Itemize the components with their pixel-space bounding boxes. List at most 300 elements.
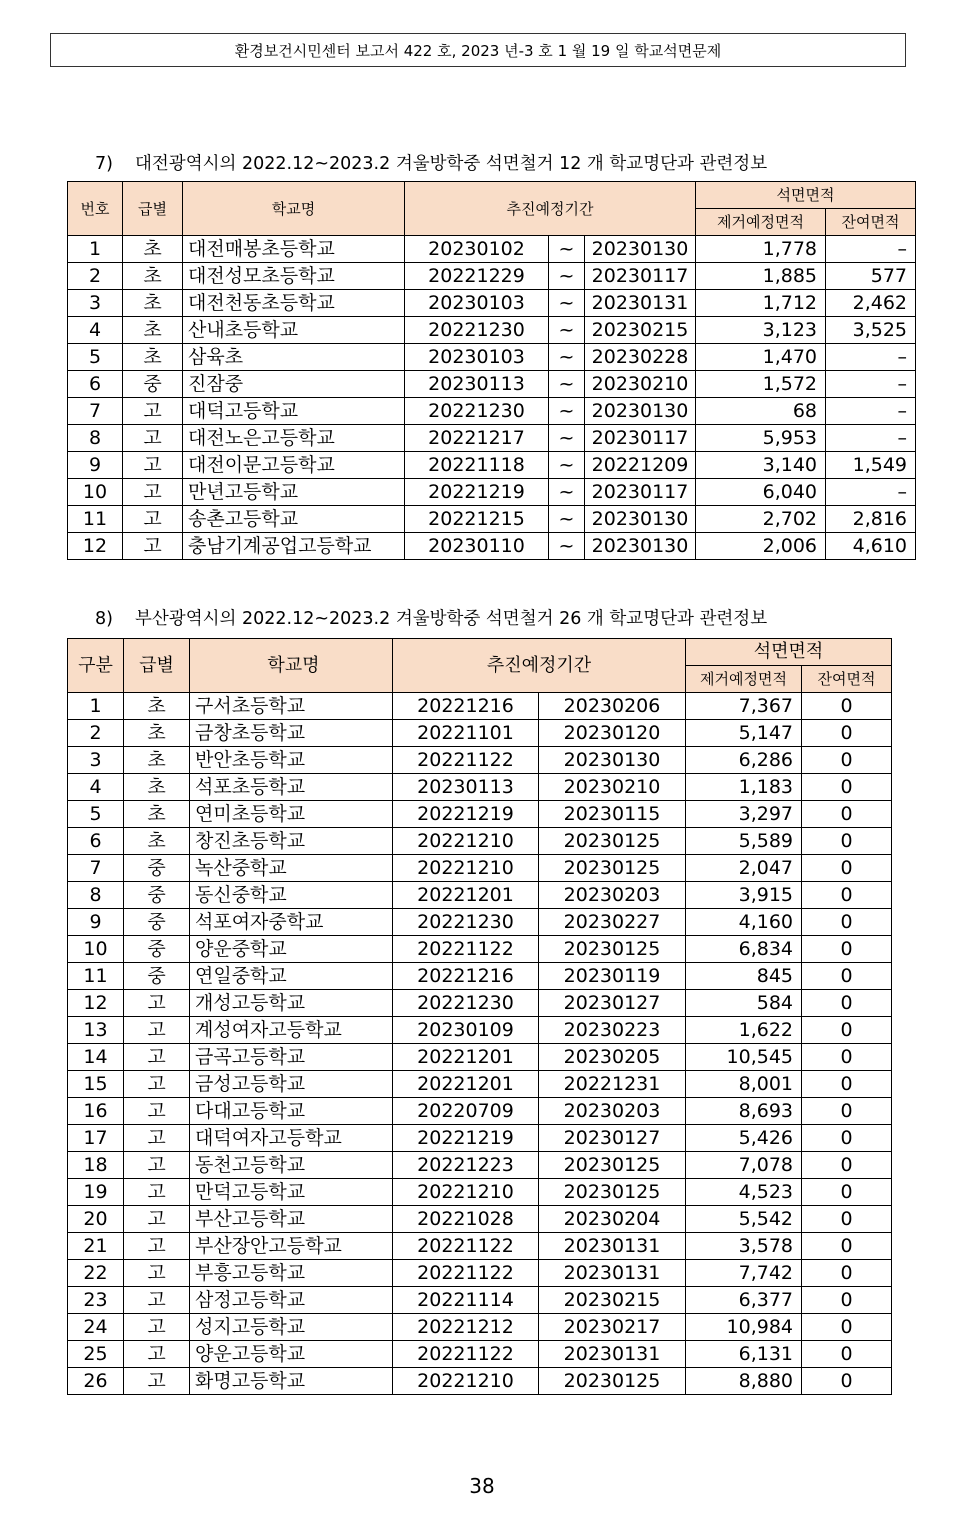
removal-area: 6,040 [696,479,826,506]
remaining-area: – [826,236,916,263]
start-date: 20221219 [393,1125,539,1152]
school-name: 대전천동초등학교 [183,290,405,317]
table-row [68,1017,892,1044]
start-date: 20230109 [393,1017,539,1044]
remaining-area: 0 [802,828,892,855]
end-date: 20230117 [585,263,696,290]
row-number: 6 [68,371,123,398]
end-date: 20230130 [539,747,686,774]
school-name: 성지고등학교 [190,1314,393,1341]
end-date: 20230119 [539,963,686,990]
row-number: 6 [68,828,124,855]
end-date: 20230120 [539,720,686,747]
start-date: 20221201 [393,1071,539,1098]
start-date: 20230103 [405,344,549,371]
start-date: 20221219 [393,801,539,828]
table-row [68,398,916,425]
remaining-area: 2,462 [826,290,916,317]
row-number: 1 [68,693,124,720]
school-level: 중 [124,909,190,936]
table-row [68,882,892,909]
section-8-title-text: 부산광역시의 2022.12~2023.2 겨울방학중 석면철거 26 개 학교명단과 관련정보 [135,609,768,629]
school-level: 고 [124,1314,190,1341]
start-date: 20220709 [393,1098,539,1125]
table-row [68,533,916,560]
table-row [68,936,892,963]
date-separator: ~ [549,425,585,452]
end-date: 20230117 [585,425,696,452]
remaining-area: – [826,344,916,371]
school-level: 초 [124,801,190,828]
date-separator: ~ [549,290,585,317]
start-date: 20221122 [393,747,539,774]
start-date: 20230110 [405,533,549,560]
school-level: 고 [123,533,183,560]
row-number: 13 [68,1017,124,1044]
school-name: 양운중학교 [190,936,393,963]
remaining-area: 0 [802,720,892,747]
remaining-area: 0 [802,1098,892,1125]
table-row [68,1071,892,1098]
table-row [68,801,892,828]
school-level: 중 [124,882,190,909]
start-date: 20221216 [393,963,539,990]
end-date: 20230131 [539,1233,686,1260]
row-number: 5 [68,801,124,828]
page-number: 38 [469,1474,495,1498]
removal-area: 3,140 [696,452,826,479]
daejeon-schools-table [67,181,916,560]
removal-area: 1,622 [686,1017,802,1044]
school-level: 초 [124,828,190,855]
school-name: 금창초등학교 [190,720,393,747]
table-row [68,452,916,479]
table-row [68,990,892,1017]
table-row [68,1368,892,1395]
busan-table-body [68,693,892,1395]
removal-area: 2,047 [686,855,802,882]
start-date: 20230113 [393,774,539,801]
start-date: 20221210 [393,1179,539,1206]
row-number: 4 [68,774,124,801]
row-number: 10 [68,479,123,506]
removal-area: 2,006 [696,533,826,560]
date-separator: ~ [549,533,585,560]
remaining-area: 1,549 [826,452,916,479]
row-number: 7 [68,855,124,882]
school-name: 동신중학교 [190,882,393,909]
removal-area: 3,123 [696,317,826,344]
table-row [68,371,916,398]
section-7-title [95,150,767,175]
remaining-area: 0 [802,909,892,936]
removal-area: 7,078 [686,1152,802,1179]
row-number: 26 [68,1368,124,1395]
end-date: 20230223 [539,1017,686,1044]
header-level: 급별 [123,182,183,236]
end-date: 20230125 [539,828,686,855]
section-8-title [95,605,767,630]
remaining-area: 0 [802,1314,892,1341]
start-date: 20221201 [393,1044,539,1071]
table-row [68,236,916,263]
school-level: 초 [123,236,183,263]
end-date: 20230130 [585,236,696,263]
end-date: 20230117 [585,479,696,506]
row-number: 2 [68,720,124,747]
school-name: 동천고등학교 [190,1152,393,1179]
remaining-area: 0 [802,1233,892,1260]
remaining-area: 0 [802,1368,892,1395]
removal-area: 4,160 [686,909,802,936]
remaining-area: 0 [802,882,892,909]
table-row [68,479,916,506]
date-separator: ~ [549,317,585,344]
table-row [68,1179,892,1206]
remaining-area: 0 [802,1206,892,1233]
row-number: 9 [68,909,124,936]
table-row [68,1152,892,1179]
table-row [68,693,892,720]
row-number: 19 [68,1179,124,1206]
removal-area: 2,702 [696,506,826,533]
removal-area: 10,545 [686,1044,802,1071]
end-date: 20230205 [539,1044,686,1071]
school-name: 진잠중 [183,371,405,398]
table-row [68,774,892,801]
row-number: 23 [68,1287,124,1314]
school-level: 고 [124,1044,190,1071]
school-level: 고 [124,1233,190,1260]
row-number: 25 [68,1341,124,1368]
remaining-area: 2,816 [826,506,916,533]
school-level: 중 [124,936,190,963]
remaining-area: – [826,479,916,506]
table-row [68,1206,892,1233]
report-header: 환경보건시민센터 보고서 422 호, 2023 년-3 호 1 월 19 일 학교석면문제 [50,33,906,67]
school-level: 고 [124,1368,190,1395]
start-date: 20221230 [393,909,539,936]
remaining-area: 0 [802,990,892,1017]
remaining-area: 0 [802,1071,892,1098]
remaining-area: 4,610 [826,533,916,560]
school-name: 삼정고등학교 [190,1287,393,1314]
table-row [68,855,892,882]
end-date: 20230125 [539,1152,686,1179]
table-row [68,963,892,990]
school-name: 화명고등학교 [190,1368,393,1395]
start-date: 20221215 [405,506,549,533]
table-row [68,506,916,533]
busan-schools-table [67,638,892,1395]
date-separator: ~ [549,479,585,506]
school-level: 고 [124,1287,190,1314]
school-level: 고 [123,398,183,425]
school-name: 양운고등학교 [190,1341,393,1368]
removal-area: 1,183 [686,774,802,801]
start-date: 20221230 [405,317,549,344]
school-name: 연일중학교 [190,963,393,990]
school-name: 대덕여자고등학교 [190,1125,393,1152]
remaining-area: 0 [802,1152,892,1179]
school-level: 고 [123,452,183,479]
remaining-area: 0 [802,1260,892,1287]
end-date: 20230127 [539,990,686,1017]
school-name: 창진초등학교 [190,828,393,855]
row-number: 21 [68,1233,124,1260]
date-separator: ~ [549,344,585,371]
school-name: 만년고등학교 [183,479,405,506]
school-level: 고 [124,1152,190,1179]
date-separator: ~ [549,452,585,479]
header-period: 추진예정기간 [405,182,696,236]
section-8-number: 8) [95,609,113,629]
table-row [68,1125,892,1152]
remaining-area: – [826,398,916,425]
table-row [68,747,892,774]
header-removal-area: 제거예정면적 [696,209,826,236]
removal-area: 8,001 [686,1071,802,1098]
table-row [68,1287,892,1314]
end-date: 20230203 [539,1098,686,1125]
removal-area: 1,885 [696,263,826,290]
school-name: 대덕고등학교 [183,398,405,425]
start-date: 20221122 [393,1260,539,1287]
school-level: 고 [123,425,183,452]
daejeon-table-body [68,236,916,560]
school-level: 초 [123,317,183,344]
remaining-area: 0 [802,1287,892,1314]
remaining-area: 0 [802,855,892,882]
end-date: 20221231 [539,1071,686,1098]
school-name: 다대고등학교 [190,1098,393,1125]
row-number: 20 [68,1206,124,1233]
table-row [68,317,916,344]
school-level: 초 [123,290,183,317]
row-number: 9 [68,452,123,479]
header-category: 구분 [68,639,124,693]
school-name: 반안초등학교 [190,747,393,774]
start-date: 20221210 [393,855,539,882]
start-date: 20221212 [393,1314,539,1341]
school-level: 고 [124,1098,190,1125]
remaining-area: 0 [802,747,892,774]
date-separator: ~ [549,398,585,425]
school-name: 석포여자중학교 [190,909,393,936]
end-date: 20230210 [585,371,696,398]
header-remaining-area: 잔여면적 [826,209,916,236]
removal-area: 8,880 [686,1368,802,1395]
remaining-area: 0 [802,1341,892,1368]
row-number: 8 [68,882,124,909]
table-row [68,720,892,747]
school-level: 고 [124,990,190,1017]
removal-area: 1,712 [696,290,826,317]
start-date: 20230102 [405,236,549,263]
remaining-area: 0 [802,936,892,963]
school-name: 부산장안고등학교 [190,1233,393,1260]
start-date: 20221229 [405,263,549,290]
start-date: 20221118 [405,452,549,479]
school-level: 중 [124,963,190,990]
start-date: 20221201 [393,882,539,909]
removal-area: 8,693 [686,1098,802,1125]
school-name: 부산고등학교 [190,1206,393,1233]
row-number: 8 [68,425,123,452]
school-level: 고 [124,1179,190,1206]
start-date: 20221101 [393,720,539,747]
row-number: 16 [68,1098,124,1125]
removal-area: 5,953 [696,425,826,452]
row-number: 4 [68,317,123,344]
school-name: 산내초등학교 [183,317,405,344]
school-level: 초 [124,747,190,774]
school-name: 대전매봉초등학교 [183,236,405,263]
row-number: 10 [68,936,124,963]
school-level: 고 [124,1125,190,1152]
end-date: 20230227 [539,909,686,936]
table-row [68,1341,892,1368]
date-separator: ~ [549,236,585,263]
row-number: 3 [68,290,123,317]
remaining-area: 0 [802,1017,892,1044]
remaining-area: – [826,371,916,398]
start-date: 20221210 [393,828,539,855]
table-row [68,828,892,855]
school-name: 대전성모초등학교 [183,263,405,290]
start-date: 20230103 [405,290,549,317]
row-number: 14 [68,1044,124,1071]
end-date: 20230204 [539,1206,686,1233]
start-date: 20221114 [393,1287,539,1314]
end-date: 20230215 [585,317,696,344]
removal-area: 3,578 [686,1233,802,1260]
school-name: 녹산중학교 [190,855,393,882]
school-level: 고 [124,1017,190,1044]
start-date: 20221122 [393,1341,539,1368]
school-name: 연미초등학교 [190,801,393,828]
row-number: 15 [68,1071,124,1098]
removal-area: 5,147 [686,720,802,747]
remaining-area: 0 [802,801,892,828]
end-date: 20230203 [539,882,686,909]
school-level: 초 [124,774,190,801]
removal-area: 5,426 [686,1125,802,1152]
row-number: 5 [68,344,123,371]
header-remaining-area: 잔여면적 [802,666,892,693]
end-date: 20230217 [539,1314,686,1341]
row-number: 11 [68,506,123,533]
start-date: 20221217 [405,425,549,452]
end-date: 20230131 [539,1341,686,1368]
end-date: 20230131 [539,1260,686,1287]
removal-area: 4,523 [686,1179,802,1206]
header-level: 급별 [124,639,190,693]
school-level: 초 [124,693,190,720]
start-date: 20221230 [393,990,539,1017]
end-date: 20230130 [585,398,696,425]
row-number: 18 [68,1152,124,1179]
table-row [68,909,892,936]
remaining-area: 3,525 [826,317,916,344]
row-number: 2 [68,263,123,290]
remaining-area: 577 [826,263,916,290]
end-date: 20230115 [539,801,686,828]
school-level: 초 [124,720,190,747]
removal-area: 6,286 [686,747,802,774]
table-row [68,263,916,290]
school-name: 금곡고등학교 [190,1044,393,1071]
school-name: 송촌고등학교 [183,506,405,533]
school-name: 만덕고등학교 [190,1179,393,1206]
start-date: 20221028 [393,1206,539,1233]
school-level: 고 [123,479,183,506]
start-date: 20221223 [393,1152,539,1179]
end-date: 20230228 [585,344,696,371]
removal-area: 7,742 [686,1260,802,1287]
removal-area: 3,297 [686,801,802,828]
school-level: 고 [124,1341,190,1368]
header-asbestos-area: 석면면적 [686,639,892,666]
removal-area: 1,470 [696,344,826,371]
remaining-area: 0 [802,1179,892,1206]
remaining-area: 0 [802,693,892,720]
remaining-area: 0 [802,1044,892,1071]
removal-area: 584 [686,990,802,1017]
remaining-area: 0 [802,774,892,801]
start-date: 20221210 [393,1368,539,1395]
row-number: 11 [68,963,124,990]
remaining-area: – [826,425,916,452]
school-name: 부흥고등학교 [190,1260,393,1287]
school-name: 금성고등학교 [190,1071,393,1098]
start-date: 20230113 [405,371,549,398]
removal-area: 68 [696,398,826,425]
school-name: 구서초등학교 [190,693,393,720]
start-date: 20221122 [393,1233,539,1260]
start-date: 20221122 [393,936,539,963]
remaining-area: 0 [802,963,892,990]
removal-area: 845 [686,963,802,990]
end-date: 20230125 [539,855,686,882]
school-name: 충남기계공업고등학교 [183,533,405,560]
school-name: 삼육초 [183,344,405,371]
end-date: 20230210 [539,774,686,801]
start-date: 20221216 [393,693,539,720]
removal-area: 1,778 [696,236,826,263]
header-school: 학교명 [190,639,393,693]
end-date: 20221209 [585,452,696,479]
table-row [68,290,916,317]
removal-area: 3,915 [686,882,802,909]
section-7-number: 7) [95,154,113,174]
end-date: 20230125 [539,1368,686,1395]
table-row [68,1314,892,1341]
removal-area: 6,834 [686,936,802,963]
removal-area: 6,131 [686,1341,802,1368]
header-period: 추진예정기간 [393,639,686,693]
school-level: 초 [123,344,183,371]
date-separator: ~ [549,506,585,533]
end-date: 20230215 [539,1287,686,1314]
table-row [68,1098,892,1125]
school-name: 대전이문고등학교 [183,452,405,479]
school-level: 중 [124,855,190,882]
removal-area: 6,377 [686,1287,802,1314]
date-separator: ~ [549,263,585,290]
school-name: 개성고등학교 [190,990,393,1017]
row-number: 17 [68,1125,124,1152]
